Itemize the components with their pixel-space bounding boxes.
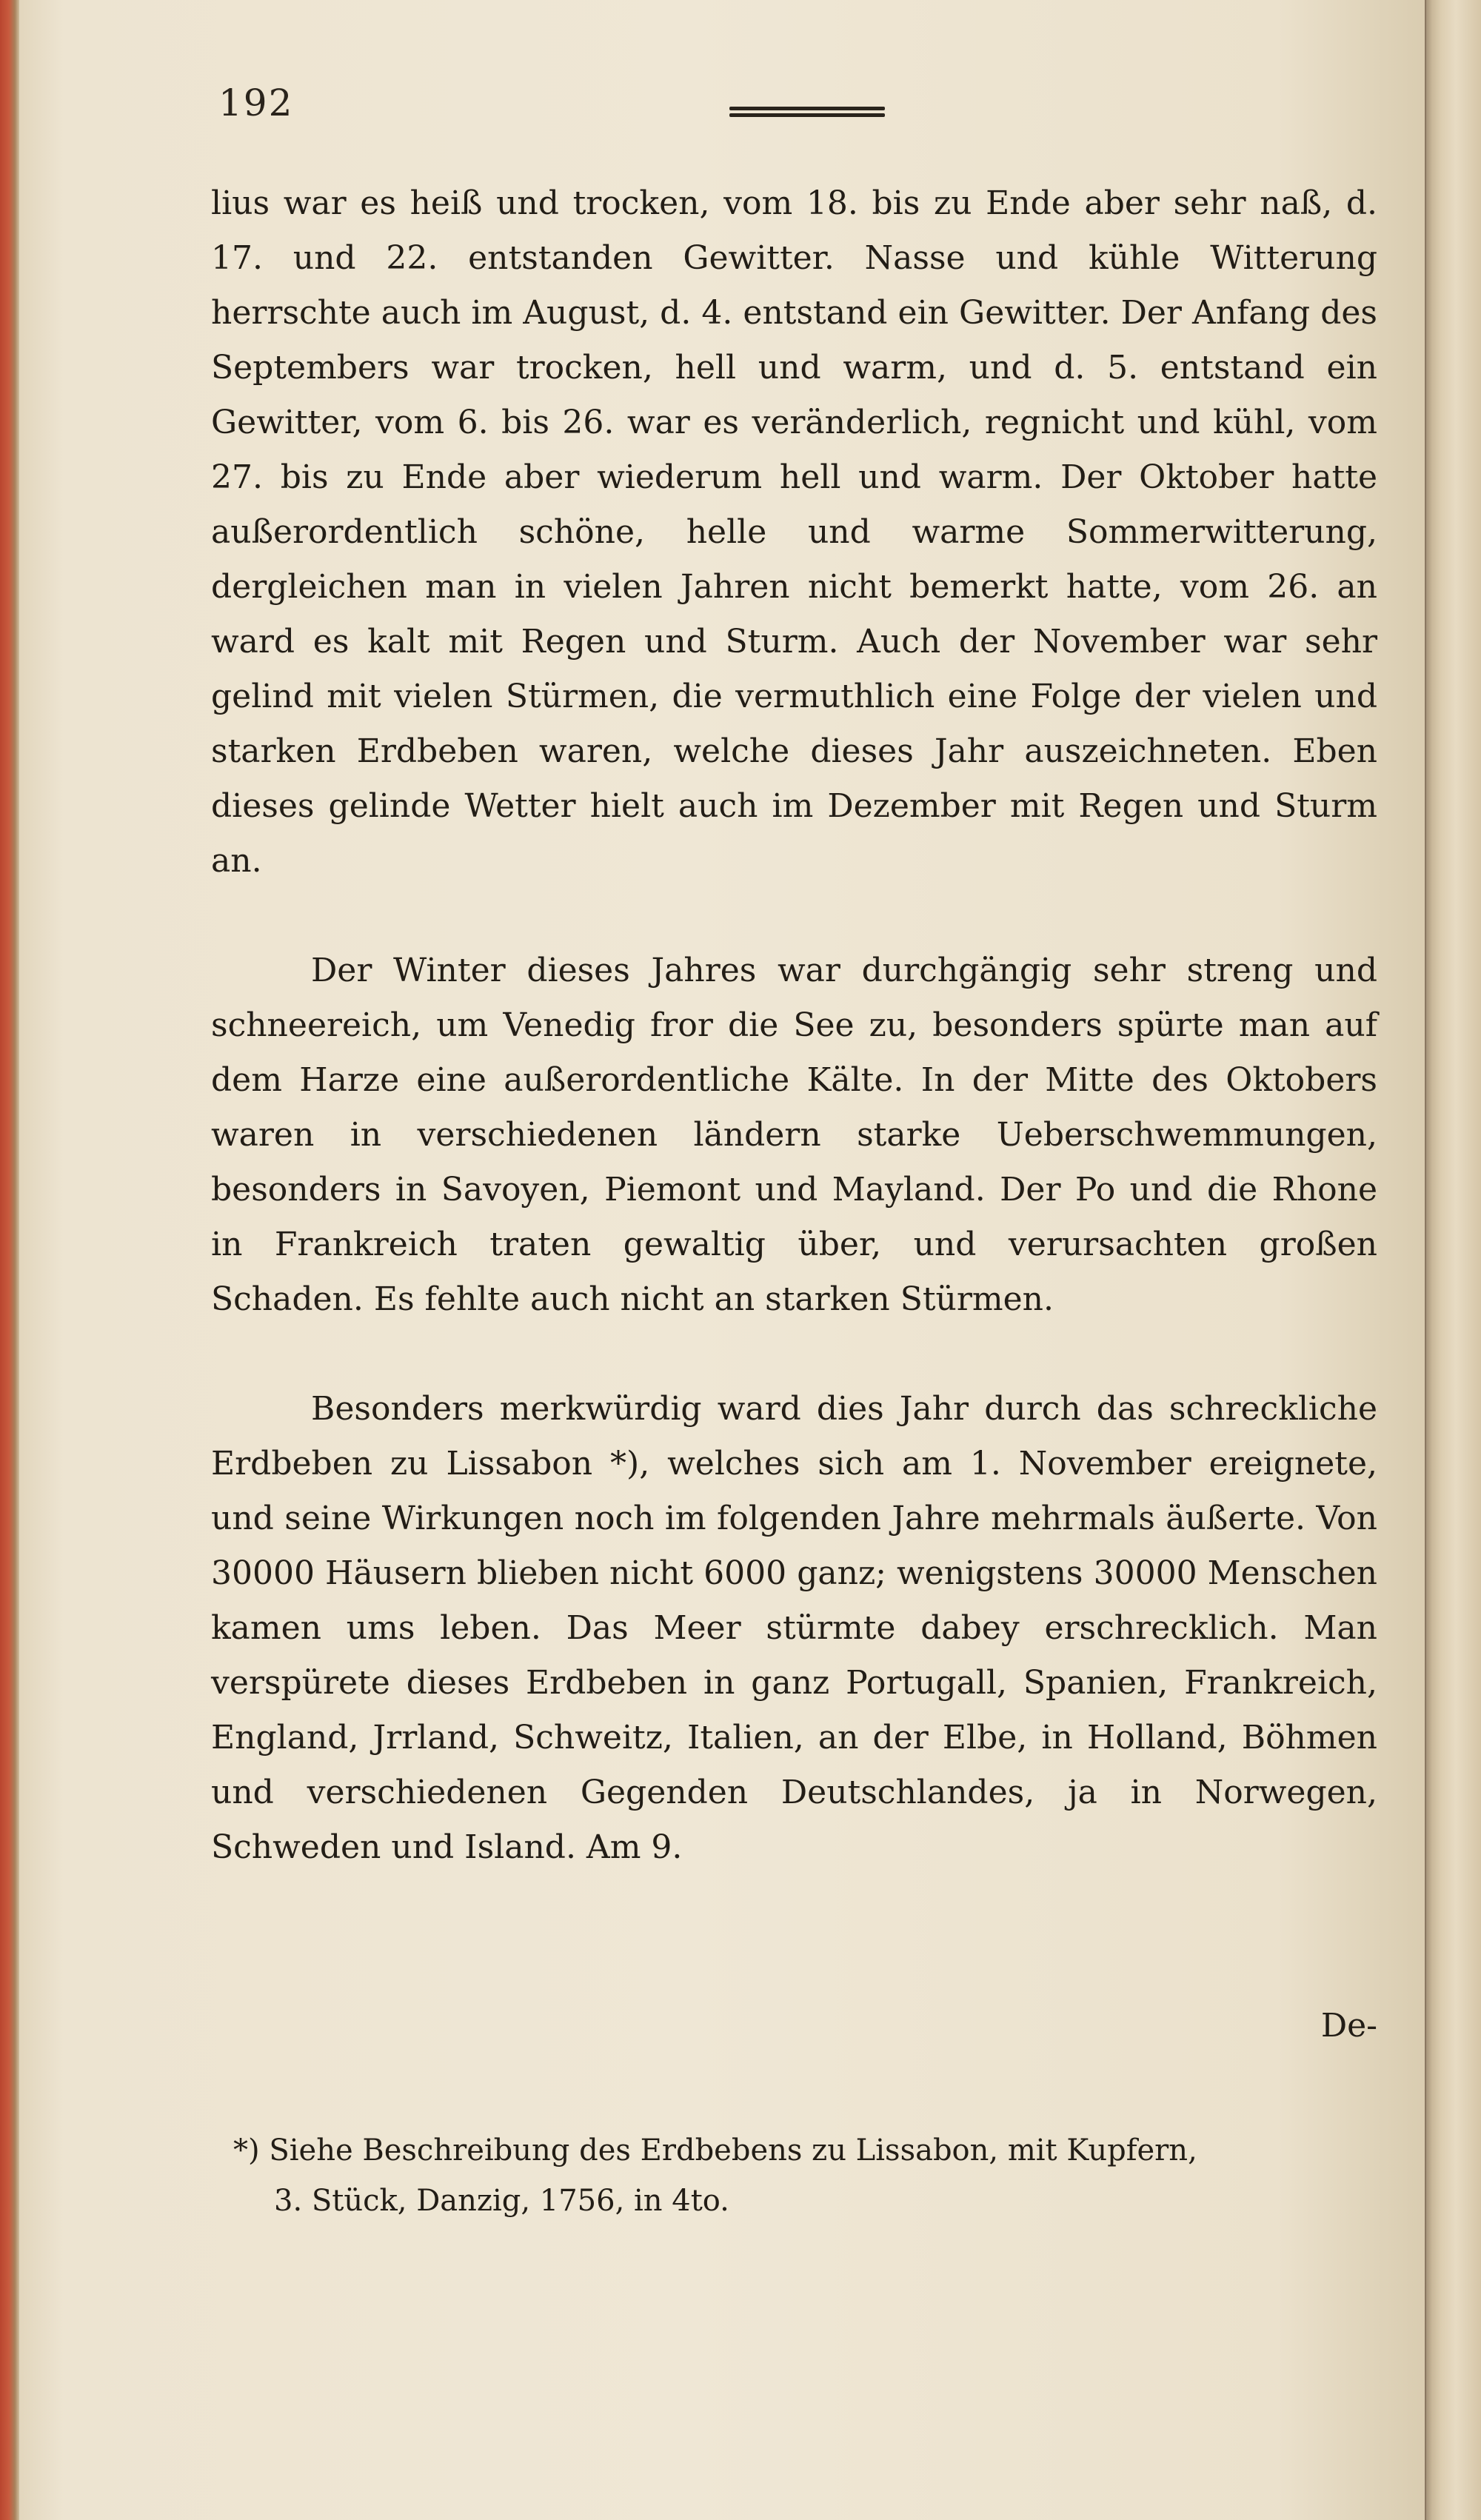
page-edge-right [1426, 0, 1481, 2520]
footnote-line-2: 3. Stück, Danzig, 1756, in 4to. [274, 2184, 729, 2218]
page-edge-left [0, 0, 19, 2520]
paragraph-weather: lius war es heiß und trocken, vom 18. bis zu Ende aber sehr naß, d. 17. und 22. entstanden Gewitter. Nasse und kühle Witterung herrschte auch im August, d. 4. entstand ein Gewitter. Der Anfang des Septembers war trocken, hell und warm, und d. 5. entstand ein Gewitter, vom 6. bis 26. war es veränderlich, regnicht und kühl, vom 27. bis zu Ende aber wiederum hell und warm. Der Oktober hatte außerordentlich schöne, helle und warme Sommerwitterung, dergleichen man in vielen Jahren nicht bemerkt hatte, vom 26. an ward es kalt mit Regen und Sturm. Auch der November war sehr gelind mit vielen Stürmen, die vermuthlich eine Folge der vielen und starken Erdbeben waren, welche dieses Jahr auszeichneten. Eben dieses gelinde Wetter hielt auch im Dezember mit Regen und Sturm an. [211, 184, 1377, 880]
paragraph-winter: Der Winter dieses Jahres war durchgängig sehr streng und schneereich, um Venedig fror die See zu, besonders spürte man auf dem Harze eine außerordentliche Kälte. In der Mitte des Oktobers waren in verschiedenen ländern starke Ueberschwemmungen, besonders in Savoyen, Piemont und Mayland. Der Po und die Rhone in Frankreich traten gewaltig über, und verursachten großen Schaden. Es fehlte auch nicht an starken Stürmen. [211, 952, 1377, 1318]
paragraph-earthquake: Besonders merkwürdig ward dies Jahr durch das schreckliche Erdbeben zu Lissabon *), welches sich am 1. November ereignete, und seine Wirkungen noch im folgenden Jahre mehrmals äußerte. Von 30000 Häusern blieben nicht 6000 ganz; wenigstens 30000 Menschen kamen ums leben. Das Meer stürmte dabey erschrecklich. Man verspürete dieses Erdbeben in ganz Portugall, Spanien, Frankreich, England, Jrrland, Schweitz, Italien, an der Elbe, in Holland, Böhmen und verschiedenen Gegenden Deutschlandes, ja in Norwegen, Schweden und Island. Am 9. [211, 1390, 1377, 1866]
footnote [233, 2125, 1377, 2226]
page-number: 192 [218, 81, 294, 124]
body-text [211, 176, 1377, 1875]
page-header [218, 81, 1381, 133]
footnote-line-1: *) Siehe Beschreibung des Erdbebens zu Lissabon, mit Kupfern, [233, 2133, 1197, 2168]
catchword: De- [1320, 2007, 1377, 2045]
header-rule [729, 107, 885, 120]
